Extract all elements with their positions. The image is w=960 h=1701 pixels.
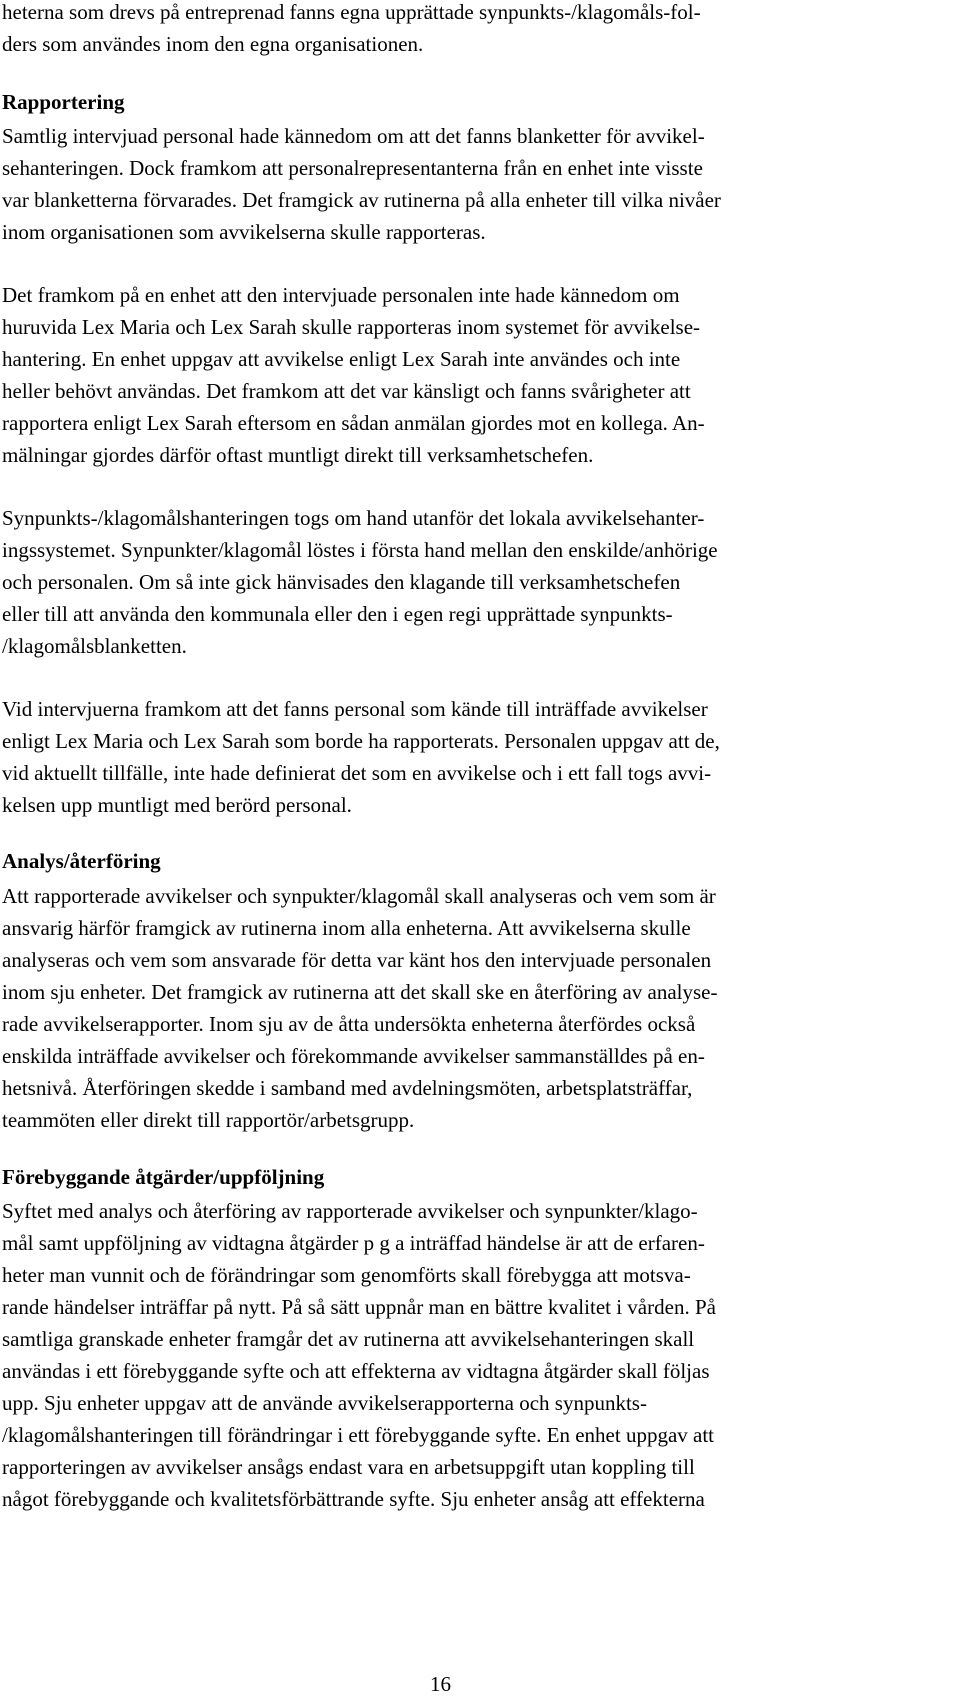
page-number: 16	[430, 1672, 451, 1696]
text-line: hetsnivå. Återföringen skedde i samband med avdelningsmöten, arbetsplatsträffar,	[2, 1076, 693, 1100]
text-line: mälningar gjordes därför oftast muntligt direkt till verksamhetschefen.	[2, 443, 594, 467]
text-line: rade avvikelserapporter. Inom sju av de åtta undersökta enheterna återfördes också	[2, 1012, 696, 1036]
text-line: ders som användes inom den egna organisationen.	[2, 32, 424, 56]
text-line: hantering. En enhet uppgav att avvikelse enligt Lex Sarah inte användes och inte	[2, 347, 681, 371]
text-line: /klagomålsblanketten.	[2, 634, 187, 658]
text-line: heterna som drevs på entreprenad fanns egna upprättade synpunkts-/klagomåls-fol-	[2, 0, 701, 24]
text-line: rapporteringen av avvikelser ansågs endast vara en arbetsuppgift utan koppling till	[2, 1455, 695, 1479]
text-line: rande händelser inträffar på nytt. På så sätt uppnår man en bättre kvalitet i vården. På	[2, 1295, 716, 1319]
text-line: rapportera enligt Lex Sarah eftersom en sådan anmälan gjordes mot en kollega. An-	[2, 411, 705, 435]
text-line: något förebyggande och kvalitetsförbättrande syfte. Sju enheter ansåg att effekterna	[2, 1487, 705, 1511]
text-line: analyseras och vem som ansvarade för detta var känt hos den intervjuade personalen	[2, 948, 712, 972]
section-heading-forebyggande: Förebyggande åtgärder/uppföljning	[2, 1165, 325, 1189]
text-line: teammöten eller direkt till rapportör/arbetsgrupp.	[2, 1108, 415, 1132]
text-line: ansvarig härför framgick av rutinerna inom alla enheterna. Att avvikelserna skulle	[2, 916, 691, 940]
text-line: mål samt uppföljning av vidtagna åtgärder p g a inträffad händelse är att de erfaren-	[2, 1231, 705, 1255]
text-line: /klagomålshanteringen till förändringar i ett förebyggande syfte. En enhet uppgav att	[2, 1423, 715, 1447]
text-line: huruvida Lex Maria och Lex Sarah skulle rapporteras inom systemet för avvikelse-	[2, 315, 701, 339]
section-heading-rapportering: Rapportering	[2, 90, 125, 114]
text-line: Att rapporterade avvikelser och synpukter/klagomål skall analyseras och vem som är	[2, 884, 716, 908]
section-heading-analys: Analys/återföring	[2, 849, 161, 873]
text-line: heter man vunnit och de förändringar som genomförts skall förebygga att motsva-	[2, 1263, 691, 1287]
text-line: var blanketterna förvarades. Det framgick av rutinerna på alla enheter till vilka nivåer	[2, 188, 721, 212]
text-line: sehanteringen. Dock framkom att personalrepresentanterna från en enhet inte visste	[2, 156, 703, 180]
text-line: Det framkom på en enhet att den intervjuade personalen inte hade kännedom om	[2, 283, 680, 307]
text-line: Vid intervjuerna framkom att det fanns personal som kände till inträffade avvikelser	[2, 697, 708, 721]
text-line: eller till att använda den kommunala eller den i egen regi upprättade synpunkts-	[2, 602, 673, 626]
text-line: Syftet med analys och återföring av rapporterade avvikelser och synpunkter/klago-	[2, 1199, 698, 1223]
text-line: inom organisationen som avvikelserna skulle rapporteras.	[2, 220, 486, 244]
text-line: användas i ett förebyggande syfte och att effekterna av vidtagna åtgärder skall följas	[2, 1359, 710, 1383]
text-line: kelsen upp muntligt med berörd personal.	[2, 793, 352, 817]
text-line: Synpunkts-/klagomålshanteringen togs om hand utanför det lokala avvikelsehanter-	[2, 506, 705, 530]
text-line: vid aktuellt tillfälle, inte hade definierat det som en avvikelse och i ett fall togs avvi-	[2, 761, 712, 785]
text-line: upp. Sju enheter uppgav att de använde avvikelserapporterna och synpunkts-	[2, 1391, 647, 1415]
text-line: Samtlig intervjuad personal hade kännedom om att det fanns blanketter för avvikel-	[2, 124, 705, 148]
text-line: och personalen. Om så inte gick hänvisades den klagande till verksamhetschefen	[2, 570, 681, 594]
text-line: enskilda inträffade avvikelser och förekommande avvikelser sammanställdes på en-	[2, 1044, 705, 1068]
text-line: heller behövt användas. Det framkom att det var känsligt och fanns svårigheter att	[2, 379, 691, 403]
text-line: inom sju enheter. Det framgick av rutinerna att det skall ske en återföring av analyse-	[2, 980, 718, 1004]
text-line: samtliga granskade enheter framgår det av rutinerna att avvikelsehanteringen skall	[2, 1327, 695, 1351]
text-line: ingssystemet. Synpunkter/klagomål löstes i första hand mellan den enskilde/anhörige	[2, 538, 718, 562]
text-line: enligt Lex Maria och Lex Sarah som borde ha rapporterats. Personalen uppgav att de,	[2, 729, 720, 753]
